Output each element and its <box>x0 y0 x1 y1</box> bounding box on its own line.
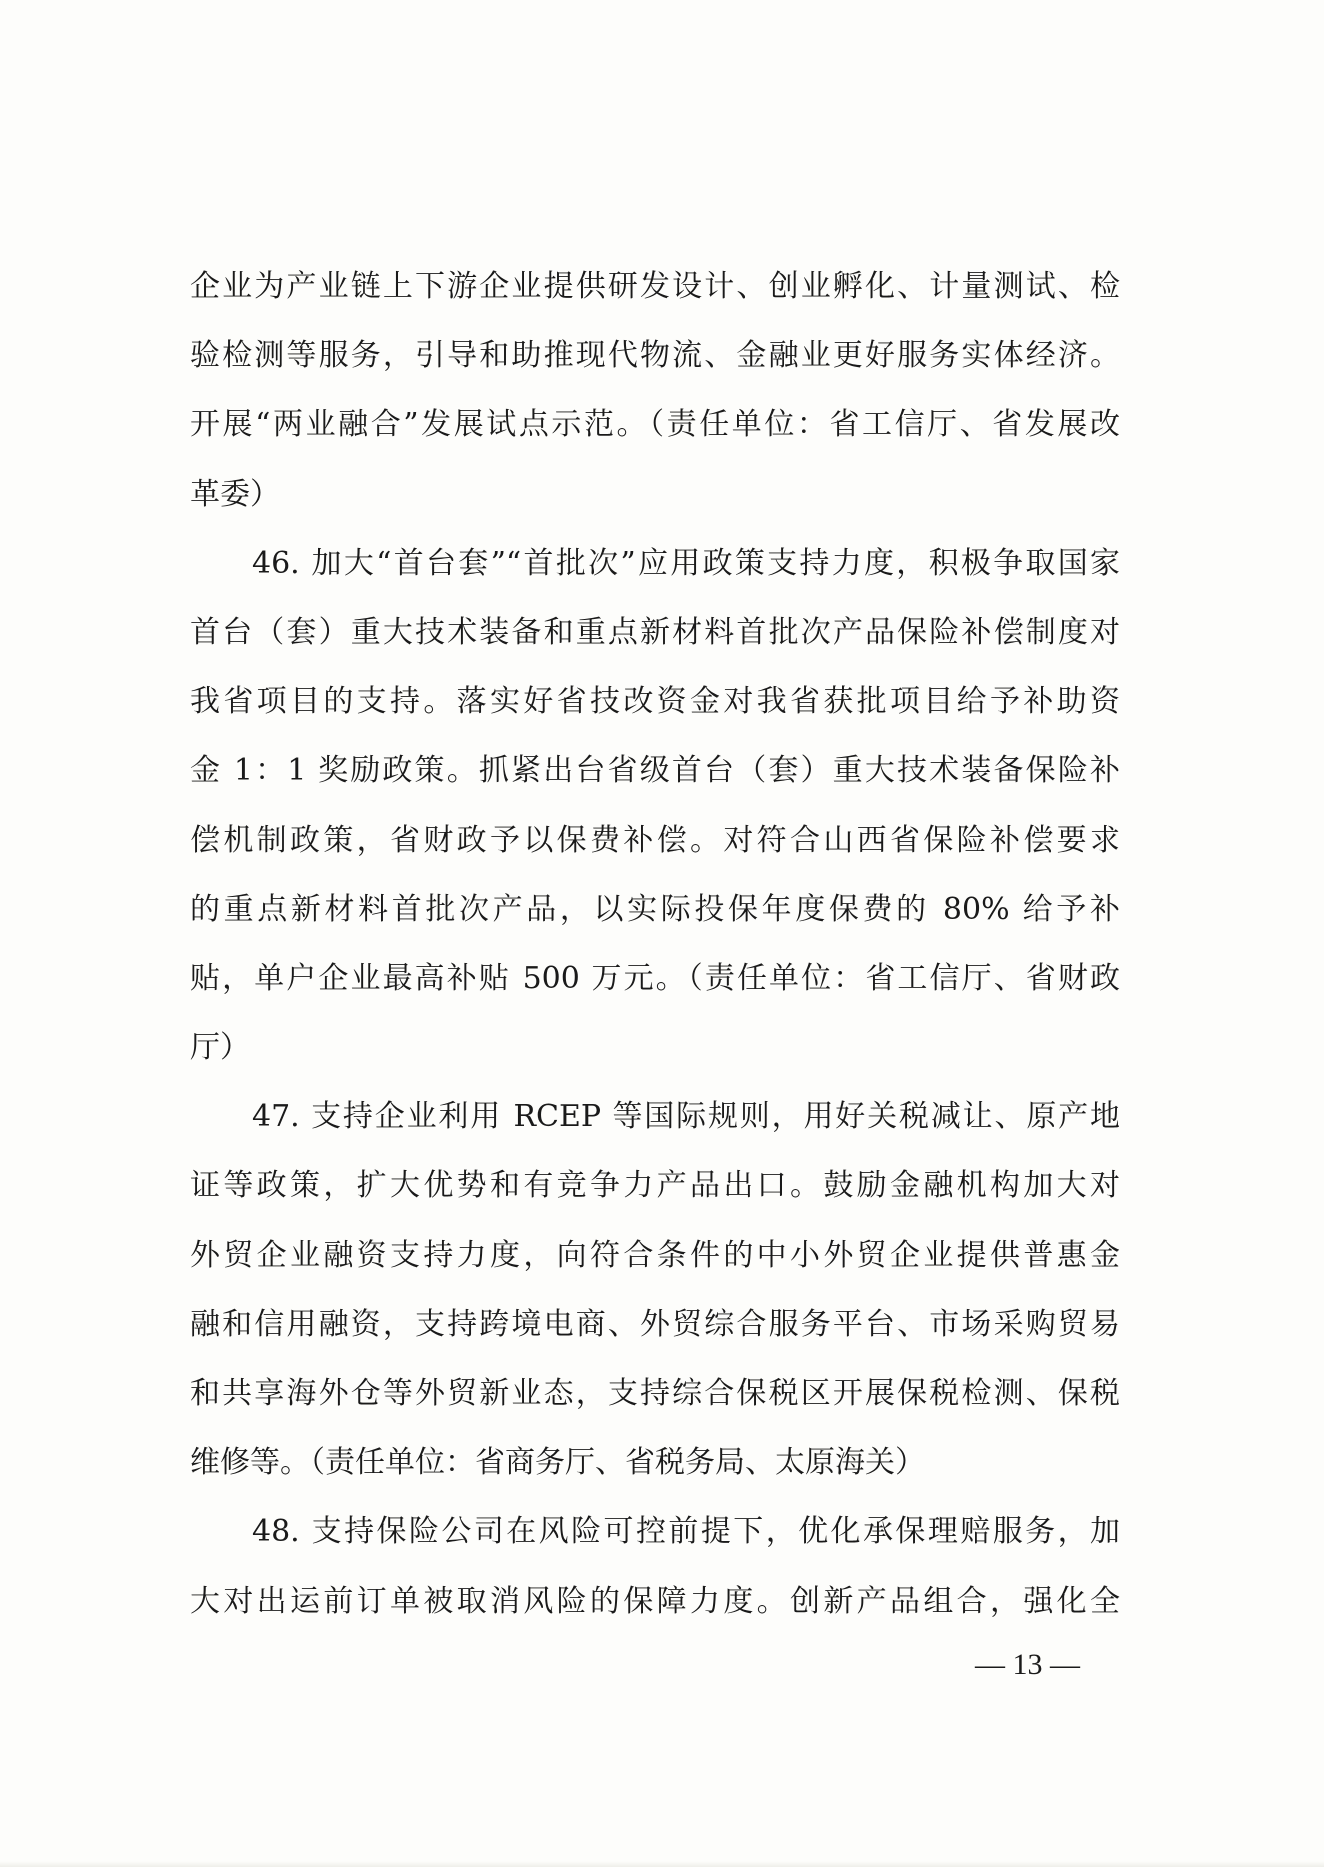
text-line: 首台（套）重大技术装备和重点新材料首批次产品保险补偿制度对 <box>190 614 1120 650</box>
text-line: 融和信用融资，支持跨境电商、外贸综合服务平台、市场采购贸易 <box>190 1306 1120 1342</box>
text-line: 48. 支持保险公司在风险可控前提下，优化承保理赔服务，加 <box>252 1514 1120 1550</box>
text-line: 维修等。（责任单位：省商务厅、省税务局、太原海关） <box>190 1445 925 1481</box>
text-line: 和共享海外仓等外贸新业态，支持综合保税区开展保税检测、保税 <box>190 1376 1120 1411</box>
text-line: 革委） <box>190 476 280 512</box>
text-line: 大对出运前订单被取消风险的保障力度。创新产品组合，强化全 <box>190 1583 1120 1619</box>
text-line: 验检测等服务，引导和助推现代物流、金融业更好服务实体经济。 <box>190 338 1120 374</box>
page-number: — 13 — <box>975 1648 1080 1681</box>
text-line: 开展“两业融合”发展试点示范。（责任单位：省工信厅、省发展改 <box>190 407 1120 443</box>
text-line: 47. 支持企业利用 RCEP 等国际规则，用好关税减让、原产地 <box>252 1099 1120 1135</box>
text-line: 我省项目的支持。落实好省技改资金对我省获批项目给予补助资 <box>190 684 1120 720</box>
text-line: 贴，单户企业最高补贴 500 万元。（责任单位：省工信厅、省财政 <box>190 960 1120 996</box>
text-line: 厅） <box>190 1030 250 1066</box>
text-line: 46. 加大“首台套”“首批次”应用政策支持力度，积极争取国家 <box>252 545 1120 581</box>
text-line: 外贸企业融资支持力度，向符合条件的中小外贸企业提供普惠金 <box>190 1237 1120 1273</box>
text-line: 偿机制政策，省财政予以保费补偿。对符合山西省保险补偿要求 <box>190 822 1120 858</box>
text-line: 的重点新材料首批次产品，以实际投保年度保费的 80% 给予补 <box>190 891 1120 927</box>
document-body <box>190 252 1120 1636</box>
text-line: 证等政策，扩大优势和有竞争力产品出口。鼓励金融机构加大对 <box>190 1168 1120 1204</box>
text-line: 企业为产业链上下游企业提供研发设计、创业孵化、计量测试、检 <box>190 269 1120 304</box>
text-line: 金 1：1 奖励政策。抓紧出台省级首台（套）重大技术装备保险补 <box>190 753 1120 789</box>
page-bottom-edge <box>0 1861 1324 1867</box>
